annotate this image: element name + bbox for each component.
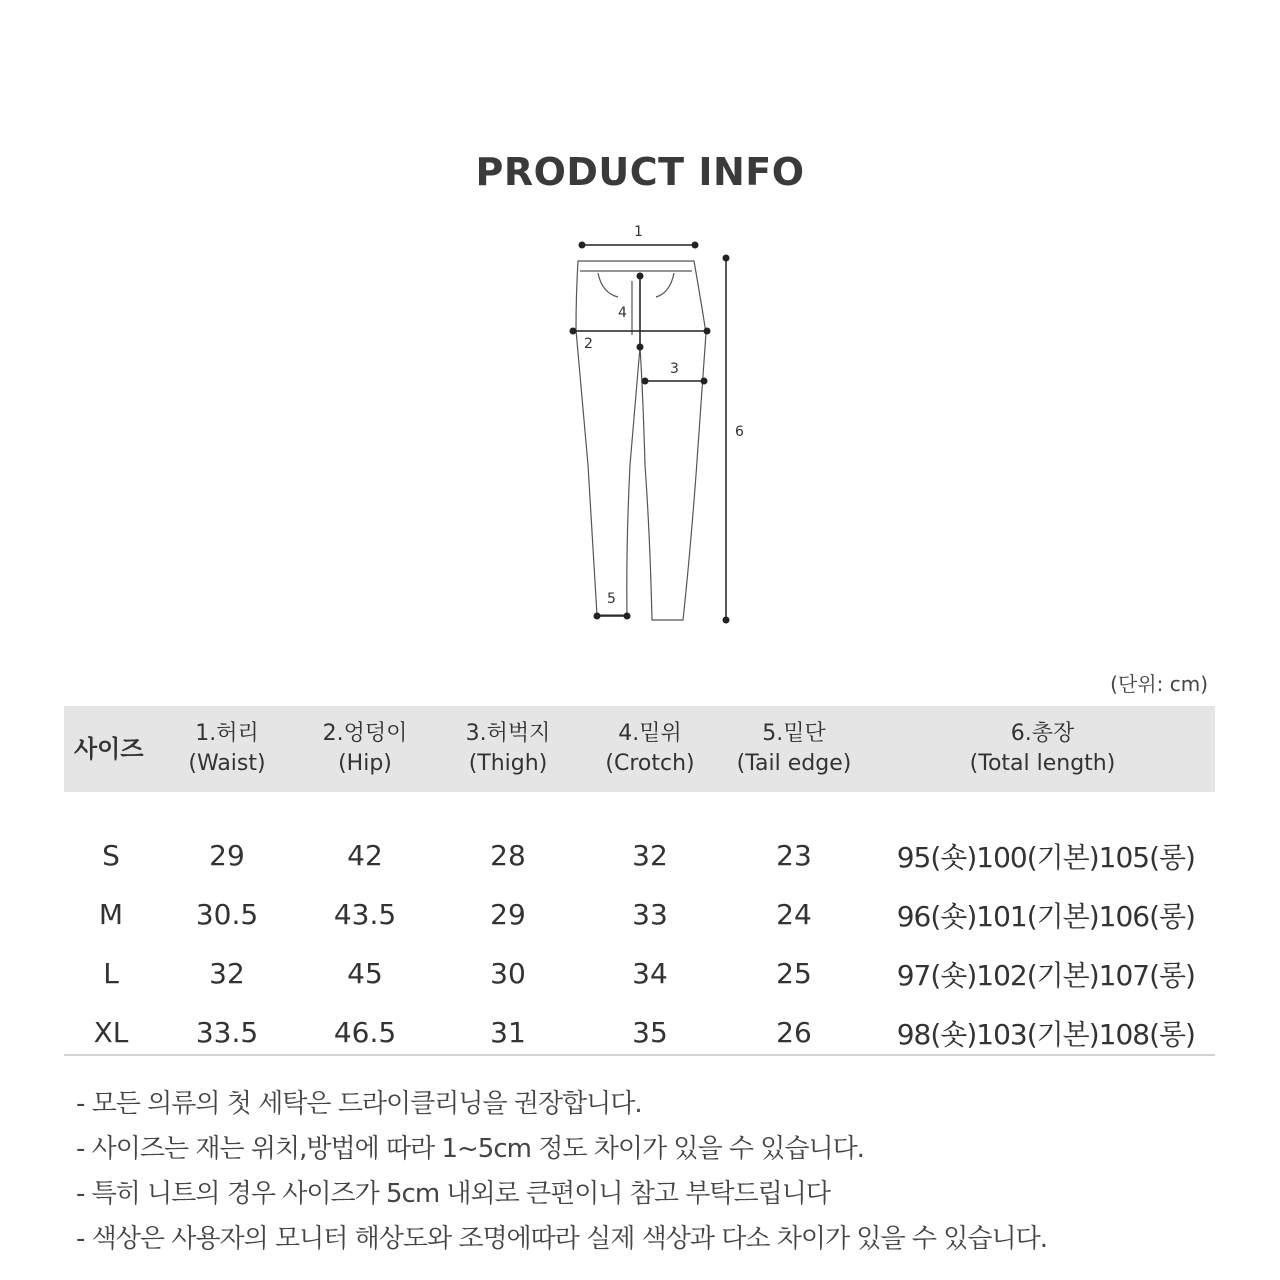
pants-outline bbox=[576, 261, 706, 620]
table-row bbox=[64, 885, 1215, 944]
note-item: - 모든 의류의 첫 세탁은 드라이클리닝을 권장합니다. bbox=[76, 1089, 642, 1119]
cell-waist: 33.5 bbox=[195, 1016, 259, 1049]
note-item: - 색상은 사용자의 모니터 해상도와 조명에따라 실제 색상과 다소 차이가 있을 수 있습니다. bbox=[76, 1224, 1047, 1254]
header-crotch: 4.밑위 (Crotch) bbox=[605, 721, 695, 776]
header-total-length: 6.총장 (Total length) bbox=[969, 721, 1116, 776]
note-item: - 사이즈는 재는 위치,방법에 따라 1~5cm 정도 차이가 있을 수 있습니다. bbox=[76, 1134, 864, 1164]
cell-crotch: 32 bbox=[632, 839, 668, 872]
table-row bbox=[64, 792, 1215, 885]
cell-total-length: 96(숏)101(기본)106(롱) bbox=[896, 899, 1195, 933]
cell-hip: 42 bbox=[347, 839, 383, 872]
cell-thigh: 29 bbox=[490, 898, 526, 931]
cell-crotch: 33 bbox=[632, 898, 668, 931]
unit-note: (단위: cm) bbox=[1110, 672, 1208, 696]
cell-thigh: 28 bbox=[490, 839, 526, 872]
cell-crotch: 34 bbox=[632, 957, 668, 990]
cell-waist: 32 bbox=[209, 957, 245, 990]
diagram-label-2: 2 bbox=[584, 336, 593, 352]
cell-total-length: 98(숏)103(기본)108(롱) bbox=[896, 1017, 1195, 1051]
cell-tail-edge: 26 bbox=[776, 1016, 812, 1049]
size-table bbox=[64, 706, 1215, 1074]
diagram-label-6: 6 bbox=[735, 424, 744, 440]
divider bbox=[64, 1054, 1215, 1056]
cell-total-length: 97(숏)102(기본)107(롱) bbox=[896, 958, 1195, 992]
cell-tail-edge: 24 bbox=[776, 898, 812, 931]
page-title: PRODUCT INFO bbox=[475, 150, 805, 194]
cell-thigh: 31 bbox=[490, 1016, 526, 1049]
cell-size: L bbox=[103, 957, 119, 990]
table-row bbox=[64, 1003, 1215, 1074]
cell-hip: 45 bbox=[347, 957, 383, 990]
header-thigh: 3.허벅지 (Thigh) bbox=[465, 721, 551, 776]
diagram-label-4: 4 bbox=[618, 305, 627, 321]
pants-measurement-diagram bbox=[540, 215, 780, 635]
table-header-row bbox=[64, 706, 1215, 792]
header-hip: 2.엉덩이 (Hip) bbox=[322, 721, 408, 776]
cell-total-length: 95(숏)100(기본)105(롱) bbox=[896, 840, 1195, 874]
table-row bbox=[64, 944, 1215, 1003]
diagram-label-1: 1 bbox=[634, 224, 643, 240]
cell-size: M bbox=[98, 898, 124, 931]
header-tail-edge: 5.밑단 (Tail edge) bbox=[736, 721, 852, 776]
cell-waist: 30.5 bbox=[195, 898, 259, 931]
diagram-label-5: 5 bbox=[607, 591, 616, 607]
header-size: 사이즈 bbox=[74, 735, 144, 763]
cell-hip: 43.5 bbox=[333, 898, 397, 931]
note-item: - 특히 니트의 경우 사이즈가 5cm 내외로 큰편이니 참고 부탁드립니다 bbox=[76, 1179, 830, 1209]
diagram-label-3: 3 bbox=[670, 361, 679, 377]
cell-size: S bbox=[102, 839, 120, 872]
cell-waist: 29 bbox=[209, 839, 245, 872]
cell-thigh: 30 bbox=[490, 957, 526, 990]
header-waist: 1.허리 (Waist) bbox=[188, 721, 266, 776]
cell-tail-edge: 25 bbox=[776, 957, 812, 990]
care-notes bbox=[76, 1082, 1047, 1262]
cell-tail-edge: 23 bbox=[776, 839, 812, 872]
cell-crotch: 35 bbox=[632, 1016, 668, 1049]
cell-hip: 46.5 bbox=[333, 1016, 397, 1049]
cell-size: XL bbox=[93, 1016, 129, 1049]
